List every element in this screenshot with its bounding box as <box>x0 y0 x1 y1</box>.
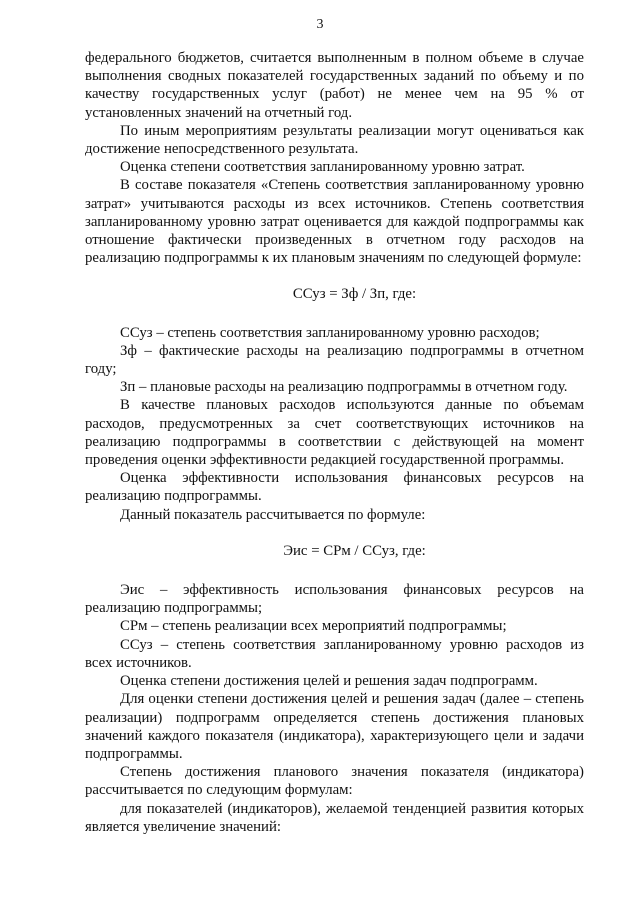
paragraph-ssuz-definition: ССуз – степень соответствия запланированному уровню расходов; <box>120 324 540 341</box>
paragraph-indicator-formulas: Степень достижения планового значения показателя (индикатора) рассчитывается по следующим формулам: <box>85 764 584 799</box>
paragraph-eis-definition: Эис – эффективность использования финансовых ресурсов на реализацию подпрограммы; <box>85 582 584 617</box>
paragraph-increasing-indicators: для показателей (индикаторов), желаемой тенденцией развития которых является увеличение значений: <box>85 800 584 835</box>
paragraph-srm-definition: СРм – степень реализации всех мероприятий подпрограммы; <box>120 618 507 635</box>
document-body <box>85 49 584 836</box>
formula-cost-compliance: ССуз = Зф / Зп, где: <box>292 286 417 303</box>
paragraph-budget-fulfillment: федерального бюджетов, считается выполненным в полном объеме в случае выполнения сводных показателей государственных заданий по объему и по качеству государственных услуг (работ) не менее чем на 95 % от установленных значений на отчетный год. <box>85 50 584 121</box>
paragraph-efficiency-heading: Оценка эффективности использования финансовых ресурсов на реализацию подпрограммы. <box>85 470 584 505</box>
page-number: 3 <box>316 17 324 32</box>
formula-efficiency: Эис = СРм / ССуз, где: <box>283 542 426 559</box>
paragraph-cost-compliance-heading: Оценка степени соответствия запланированному уровню затрат. <box>120 159 525 176</box>
paragraph-zp-definition: Зп – плановые расходы на реализацию подпрограммы в отчетном году. <box>120 379 568 396</box>
paragraph-cost-compliance-description: В составе показателя «Степень соответствия запланированному уровню затрат» учитываются расходы из всех источников. Степень соответствия запланированному уровню затрат оценивается для каждой подпрограммы как отношение фактически произведенных в отчетном году расходов на реализацию подпрограммы к их плановым значениям по следующей формуле: <box>85 177 584 267</box>
paragraph-formula-intro: Данный показатель рассчитывается по формуле: <box>120 506 426 523</box>
paragraph-goals-description: Для оценки степени достижения целей и решения задач (далее – степень реализации) подпрограмм определяется степень достижения плановых значений каждого показателя (индикатора), характеризующего цели и задачи подпрограммы. <box>85 691 584 762</box>
paragraph-goals-heading: Оценка степени достижения целей и решения задач подпрограмм. <box>120 673 538 690</box>
paragraph-zf-definition: Зф – фактические расходы на реализацию подпрограммы в отчетном году; <box>85 342 584 378</box>
paragraph-ssuz-all-sources: ССуз – степень соответствия запланированному уровню расходов из всех источников. <box>85 636 584 671</box>
paragraph-other-measures: По иным мероприятиям результаты реализации могут оцениваться как достижение непосредственного результата. <box>85 122 584 158</box>
paragraph-planned-expenses: В качестве плановых расходов используются данные по объемам расходов, предусмотренных за счет соответствующих источников на реализацию подпрограммы в соответствии с действующей на момент проведения оценки эффективности редакцией государственной программы. <box>85 397 584 469</box>
